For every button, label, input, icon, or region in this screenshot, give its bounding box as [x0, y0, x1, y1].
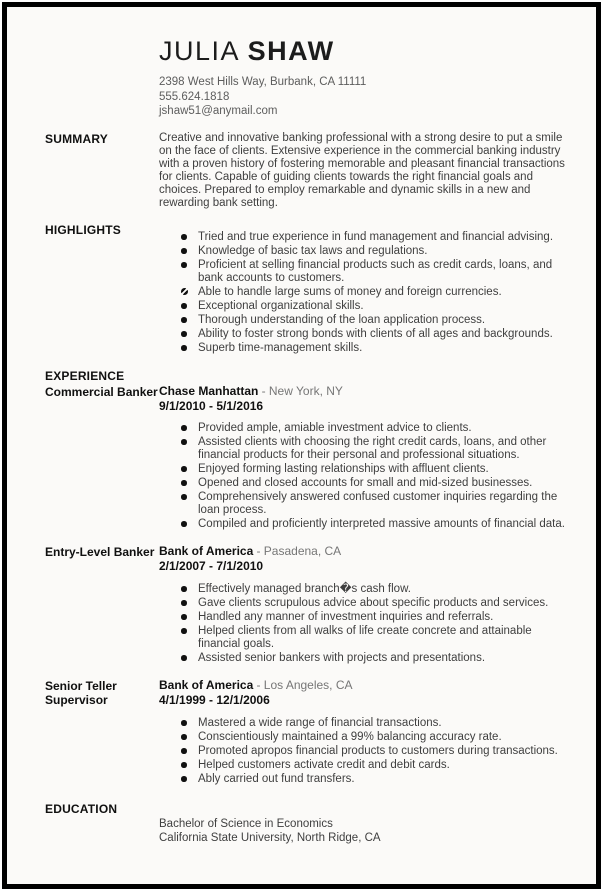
bullet-icon: [181, 331, 187, 337]
list-item: Opened and closed accounts for small and mid-sized businesses.: [181, 477, 573, 490]
bullet-icon: [181, 600, 187, 606]
experience-section: [45, 369, 580, 787]
bullet-icon: [181, 748, 187, 754]
list-item: Helped clients from all walks of life create concrete and attainable financial goals.: [181, 625, 573, 651]
list-item: Superb time-management skills.: [181, 342, 573, 355]
bullet-icon: [181, 628, 187, 634]
summary-text: Creative and innovative banking professional with a strong desire to put a smile on the face of clients. Extensive experience in the commercial banking industry with a proven history of fostering memorable and pleasant financial transactions for clients. Capable of guiding clients towards the right financial goals and choices. Prepared to employ remarkable and dynamic skills in a new and rewarding bank setting.: [159, 131, 565, 209]
address-line: 2398 West Hills Way, Burbank, CA 11111: [159, 76, 367, 88]
job-title: Entry-Level Banker: [45, 544, 155, 559]
job-title: Senior Teller Supervisor: [45, 678, 117, 707]
bullet-icon: [181, 762, 187, 768]
last-name: SHAW: [247, 36, 335, 66]
job-details: [159, 545, 580, 666]
experience-heading: EXPERIENCE: [45, 368, 125, 383]
job-dates: 2/1/2007 - 7/1/2010: [159, 558, 264, 573]
education-section: [45, 802, 580, 845]
highlights-list: [181, 231, 573, 355]
company-name: Chase Manhattan: [159, 383, 259, 398]
email-line: jshaw51@anymail.com: [159, 105, 278, 117]
summary-heading: SUMMARY: [45, 131, 108, 146]
education-school: California State University, North Ridge, CA: [159, 831, 381, 844]
company-name: Bank of America: [159, 543, 254, 558]
summary-section: [45, 132, 580, 210]
list-item: Exceptional organizational skills.: [181, 300, 573, 313]
list-item: Assisted clients with choosing the right credit cards, loans, and other financial products for their personal and professional situations.: [181, 436, 573, 462]
bullet-icon: [181, 480, 187, 486]
list-item: Provided ample, amiable investment advice to clients.: [181, 422, 573, 435]
company-line: [159, 679, 580, 693]
bullet-icon: [181, 521, 187, 527]
list-item: Knowledge of basic tax laws and regulations.: [181, 245, 573, 258]
list-item: Effectively managed branch�s cash flow.: [181, 583, 573, 596]
bullet-icon: [181, 439, 187, 445]
company-name: Bank of America: [159, 677, 254, 692]
list-item: Ability to foster strong bonds with clients of all ages and backgrounds.: [181, 328, 573, 341]
list-item: Enjoyed forming lasting relationships with affluent clients.: [181, 463, 573, 476]
bullet-icon: [181, 586, 187, 592]
job-title: Commercial Banker: [45, 384, 158, 399]
bullet-icon: [181, 734, 187, 740]
first-name: JULIA: [159, 36, 239, 66]
resume-header: [45, 37, 580, 119]
list-item: Tried and true experience in fund management and financial advising.: [181, 231, 573, 244]
bullet-icon: [181, 262, 187, 268]
highlights-section: [45, 223, 580, 356]
job-bullet-list: [181, 583, 573, 665]
list-item: Thorough understanding of the loan application process.: [181, 314, 573, 327]
list-item: Comprehensively answered confused customer inquiries regarding the loan process.: [181, 491, 573, 517]
job-bullet-list: [181, 717, 573, 786]
list-item: Handled any manner of investment inquiries and referrals.: [181, 611, 573, 624]
company-line: [159, 545, 580, 559]
job-entry: [45, 545, 580, 666]
bullet-icon: [181, 720, 187, 726]
highlights-heading: HIGHLIGHTS: [45, 222, 121, 237]
list-item: Conscientiously maintained a 99% balancing accuracy rate.: [181, 731, 573, 744]
list-item: Helped customers activate credit and debit cards.: [181, 759, 573, 772]
company-location: - Los Angeles, CA: [256, 677, 353, 692]
list-item: Gave clients scrupulous advice about specific products and services.: [181, 597, 573, 610]
bullet-icon: [181, 614, 187, 620]
list-item: Able to handle large sums of money and foreign currencies.: [181, 286, 573, 299]
resume-page: [2, 2, 601, 889]
job-dates: 9/1/2010 - 5/1/2016: [159, 398, 264, 413]
bullet-icon: [181, 494, 187, 500]
job-details: [159, 385, 580, 532]
bullet-icon: [181, 425, 187, 431]
company-line: [159, 385, 580, 399]
contact-block: [159, 75, 580, 119]
list-item: Promoted apropos financial products to customers during transactions.: [181, 745, 573, 758]
phone-line: 555.624.1818: [159, 90, 230, 103]
job-entry: [45, 679, 580, 787]
education-degree: Bachelor of Science in Economics: [159, 817, 333, 830]
company-location: - New York, NY: [261, 383, 343, 398]
page-title: [159, 37, 580, 66]
job-details: [159, 679, 580, 787]
bullet-icon: [181, 655, 187, 661]
list-item: Proficient at selling financial products such as credit cards, loans, and bank accounts to customers.: [181, 259, 573, 285]
job-dates: 4/1/1999 - 12/1/2006: [159, 692, 270, 707]
bullet-icon: [181, 303, 187, 309]
bullet-icon: [181, 466, 187, 472]
list-item: Mastered a wide range of financial transactions.: [181, 717, 573, 730]
company-location: - Pasadena, CA: [256, 543, 342, 558]
bullet-icon: [181, 345, 187, 351]
list-item: Assisted senior bankers with projects and presentations.: [181, 652, 573, 665]
bullet-icon: [181, 248, 187, 254]
bullet-icon: [181, 234, 187, 240]
job-entry: [45, 385, 580, 532]
bullet-icon: [181, 776, 187, 782]
list-item: Compiled and proficiently interpreted massive amounts of financial data.: [181, 518, 573, 531]
list-item: Ably carried out fund transfers.: [181, 773, 573, 786]
slashed-bullet-icon: [181, 288, 188, 295]
education-heading: EDUCATION: [45, 801, 118, 816]
job-bullet-list: [181, 422, 573, 531]
bullet-icon: [181, 317, 187, 323]
